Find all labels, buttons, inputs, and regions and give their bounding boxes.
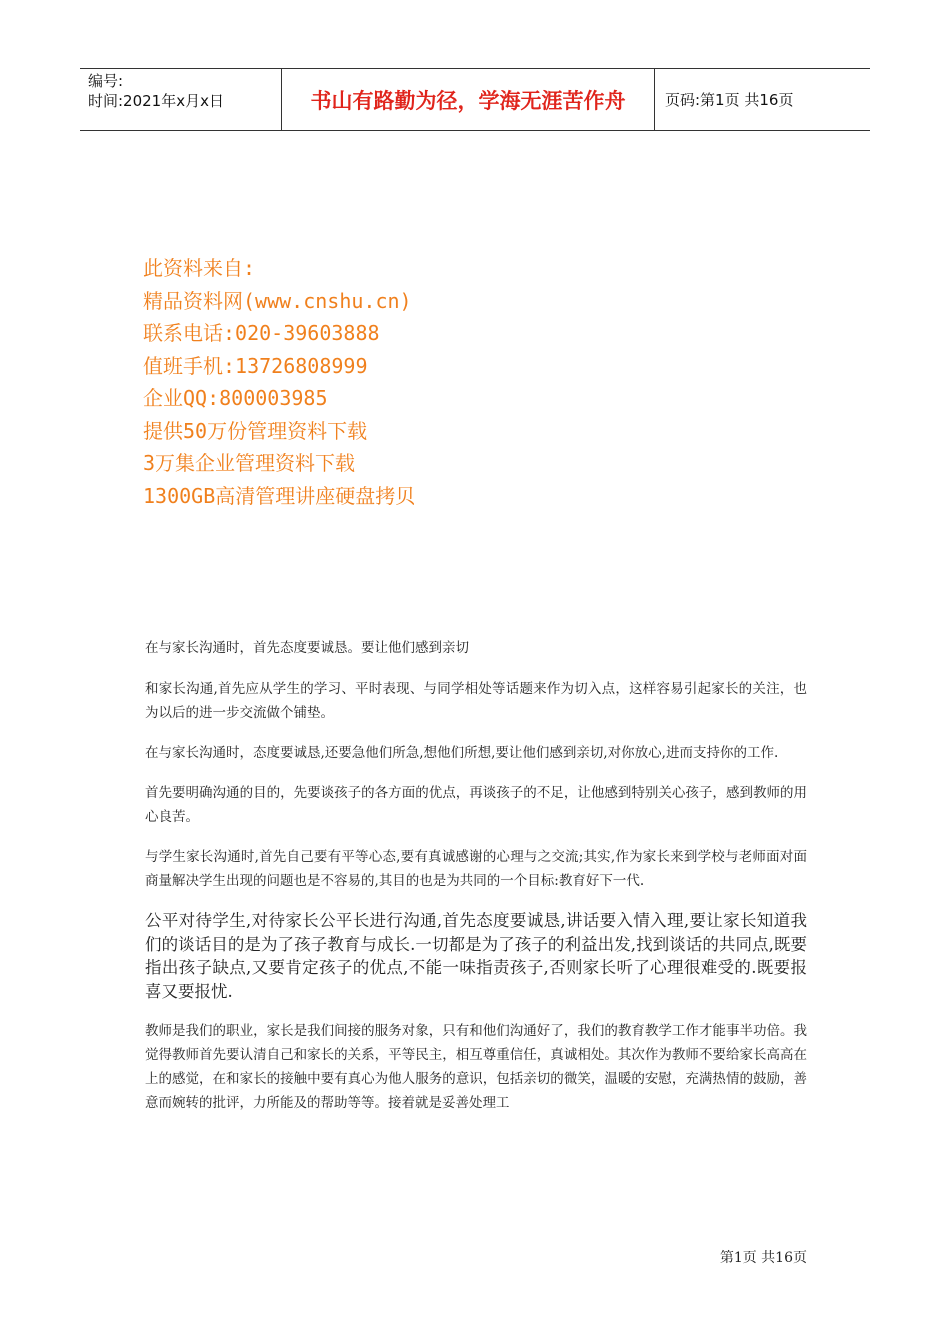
promo-line: 3万集企业管理资料下载	[143, 451, 356, 475]
promo-line: 1300GB高清管理讲座硬盘拷贝	[143, 483, 416, 508]
paragraph: 与学生家长沟通时,首先自己要有平等心态,要有真诚感谢的心理与之交流;其实,作为家长来到学校与老师面对面商量解决学生出现的问题也是不容易的,其目的也是为共同的一个目标:教育好下一代.	[145, 849, 807, 889]
header-meta	[80, 69, 282, 130]
promo-line: 企业QQ:800003985	[143, 386, 328, 410]
paragraph: 和家长沟通,首先应从学生的学习、平时表现、与同学相处等话题来作为切入点，这样容易引起家长的关注，也为以后的进一步交流做个铺垫。	[145, 681, 807, 721]
paragraph: 在与家长沟通时，首先态度要诚恳。要让他们感到亲切	[145, 640, 469, 656]
paragraph: 教师是我们的职业，家长是我们间接的服务对象，只有和他们沟通好了，我们的教育教学工作才能事半功倍。我觉得教师首先要认清自己和家长的关系，平等民主，相互尊重信任，真诚相处。其次作为教师不要给家长高高在上的感觉，在和家长的接触中要有真心为他人服务的意识，包括亲切的微笑，温暖的安慰，充满热情的鼓励，善意而婉转的批评，力所能及的帮助等等。接着就是妥善处理工	[145, 1023, 807, 1111]
number-label: 编号:	[88, 72, 124, 90]
paragraph: 公平对待学生,对待家长公平长进行沟通,首先态度要诚恳,讲话要入情入理,要让家长知道我们的谈话目的是为了孩子教育与成长.一切都是为了孩子的利益出发,找到谈话的共同点,既要指出孩子缺点,又要肯定孩子的优点,不能一味指责孩子,否则家长听了心理很难受的.既要报喜又要报忧.	[145, 911, 807, 1001]
promo-line: 提供50万份管理资料下载	[143, 418, 368, 443]
body-text	[145, 636, 807, 1131]
time-label: 时间:2021年x月x日	[88, 92, 224, 110]
page-footer: 第1页 共16页	[719, 1250, 807, 1266]
header-page-info: 页码:第1页 共16页	[665, 91, 794, 109]
promo-block	[143, 252, 415, 512]
header-table	[80, 68, 870, 131]
promo-line: 此资料来自:	[143, 256, 256, 280]
promo-line: 联系电话:020-39603888	[143, 321, 380, 345]
promo-line: 值班手机:13726808999	[143, 353, 368, 378]
header-motto: 书山有路勤为径，学海无涯苦作舟	[282, 69, 655, 130]
paragraph: 首先要明确沟通的目的，先要谈孩子的各方面的优点，再谈孩子的不足，让他感到特别关心孩子，感到教师的用心良苦。	[145, 785, 807, 825]
paragraph: 在与家长沟通时，态度要诚恳,还要急他们所急,想他们所想,要让他们感到亲切,对你放心,进而支持你的工作.	[145, 745, 779, 761]
promo-line: 精品资料网(www.cnshu.cn)	[143, 288, 412, 313]
